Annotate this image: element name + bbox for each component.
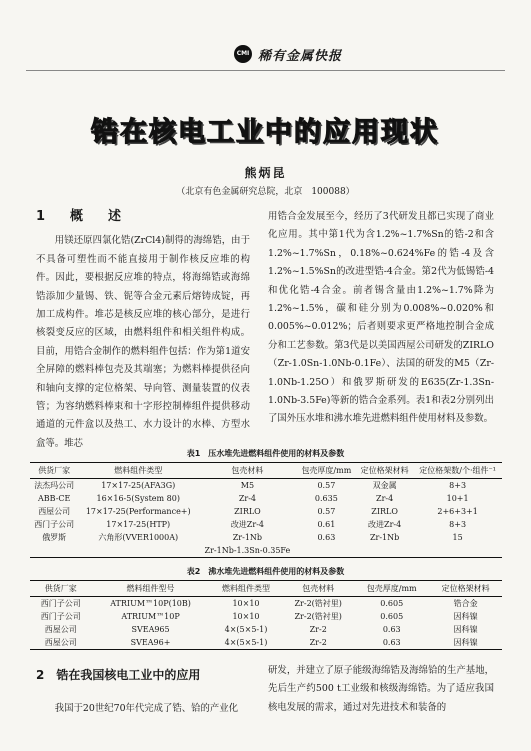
table-cell — [356, 544, 413, 558]
table-cell — [297, 544, 356, 558]
table-row — [30, 544, 502, 558]
author-affiliation: （北京有色金属研究总院，北京 100088） — [176, 187, 355, 197]
table1-header-cell: 燃料组件类型 — [78, 463, 198, 479]
table-cell: 8+3 — [449, 520, 467, 529]
table-cell: 0.63 — [354, 636, 429, 650]
section1-left-paragraph: 用镁还原四氯化锆(ZrCl4)制得的海绵锆，由于不具备可塑性而不能直接用于制作核反应堆的构件。因此，要根据反应堆的特点，将海绵锆或海绵锆添加少量锡、铁、铌等合金元素后熔铸成锭，再加工成构件。堆芯是核反应堆的核心部分，是进行核裂变反应的区域，由燃料组件和相关组件构成。目前，用锆合金制作的燃料组件包括：作为第1道安全屏障的燃料棒包壳及其端塞；为燃料棒提供径向和轴向支撑的定位格架、导向管、测量装置的仪表管；为容纳燃料棒束和十字形控制棒组件提供移动通道的元件盒以及热工、水力设计的水棒、方型水盒等。堆芯 — [36, 235, 250, 449]
table-cell: Zr-1Nb — [232, 533, 263, 542]
table-cell: 改进Zr-4 — [368, 520, 402, 529]
table-cell: Zr-1Nb — [369, 533, 400, 542]
table2-header-cell: 定位格架材料 — [429, 581, 502, 597]
table-cell: 因科镍 — [453, 612, 478, 621]
table-row — [30, 505, 502, 518]
table-cell: 4×(5×5-1) — [210, 636, 283, 650]
section2-right-column — [268, 662, 494, 717]
table-cell: SVEA96+ — [91, 636, 209, 650]
table-cell: 0.57 — [317, 507, 336, 516]
table-cell: Zr-1Nb-1.3Sn-0.35Fe — [198, 544, 297, 558]
table-cell: Zr-2(锆衬里) — [294, 599, 342, 608]
journal-name: 稀有金属快报 — [258, 48, 343, 64]
table-cell: M5 — [240, 481, 255, 490]
table-cell: 锆合金 — [453, 599, 478, 608]
table-cell: 西门子公司 — [40, 612, 81, 621]
table-row — [30, 623, 502, 636]
table-cell — [413, 544, 502, 558]
table2-header-cell: 燃料组件型号 — [91, 581, 209, 597]
table-cell: 4×(5×5-1) — [224, 625, 268, 634]
table-cell: ZIRLO — [234, 507, 261, 516]
table-cell: 10+1 — [446, 494, 469, 503]
table-row — [30, 479, 502, 493]
table-cell: 西屋公司 — [30, 636, 91, 650]
table-cell: 俄罗斯 — [42, 533, 67, 542]
title-banner — [90, 112, 440, 146]
left-column — [36, 208, 250, 453]
author-name: 熊炳昆 — [244, 166, 287, 180]
table-cell: 因科镍 — [453, 625, 478, 634]
table-cell: 10×10 — [232, 599, 260, 608]
section2-left-paragraph: 我国于20世纪70年代完成了锆、铪的产业化 — [54, 703, 239, 714]
section2-heading: 2 锆在我国核电工业中的应用 — [36, 668, 201, 682]
table-cell: 17×17-25(HTP) — [106, 520, 171, 529]
table-cell: SVEA965 — [131, 625, 170, 634]
table-cell: Zr-2 — [309, 625, 327, 634]
table-cell — [30, 544, 78, 558]
table-row — [30, 492, 502, 505]
table-cell: 西门子公司 — [34, 520, 75, 529]
table-cell: 2+6+3+1 — [437, 507, 478, 516]
table-cell: 西屋公司 — [38, 507, 71, 516]
table-cell: 西门子公司 — [40, 599, 81, 608]
table1-header-row — [30, 463, 502, 479]
header-rule — [26, 70, 505, 71]
table1-header-cell: 包壳材料 — [198, 463, 297, 479]
table-row — [30, 531, 502, 544]
table-cell: Zr-2 — [282, 636, 354, 650]
article-title: 锆在核电工业中的应用现状 — [91, 116, 439, 148]
section1-right-paragraph: 用锆合金发展至今，经历了3代研发且都已实现了商业化应用。其中第1代为含1.2%~1.7%Sn的锆-2和含1.2%~1.7%Sn，0.18%~0.624%Fe的锆-4及含1.2%~1.5%Sn的改进型锆-4合金。第2代为低锡锆-4和优化锆-4合金。前者锡含量由1.2%~1.7%降为1.2%~1.5%，碳和硅分别为0.008%~0.020%和0.005%~0.012%；后者则要求更严格地控制合金成分和工艺参数。第3代是以美国西屋公司研发的ZIRLO（Zr-1.0Sn-1.0Nb-0.1Fe）、法国的研发的M5（Zr-1.0Nb-1.25O）和俄罗斯研发的E635(Zr-1.3Sn-1.0Nb-3.5Fe)等新的锆合金系列。表1和表2分别列出了国外压水堆和沸水堆先进燃料组件使用材料及参数。 — [268, 211, 494, 425]
table2 — [30, 580, 502, 650]
table-cell: 0.63 — [382, 625, 401, 634]
table-cell: 0.605 — [380, 612, 404, 621]
table-cell: 17×17-25(Performance+) — [85, 507, 191, 516]
right-column — [268, 208, 494, 429]
table1-header-cell: 定位格架数/个·组件⁻¹ — [413, 463, 502, 479]
table-cell: ATRIUM™10P — [121, 612, 180, 621]
section2-left-column — [36, 700, 250, 718]
table2-header-cell: 包壳厚度/mm — [354, 581, 429, 597]
table-cell: ATRIUM™10P(10B) — [110, 599, 191, 608]
table-row — [30, 597, 502, 611]
table-cell: Zr-4 — [238, 494, 256, 503]
table1-header-cell: 定位格架材料 — [356, 463, 413, 479]
table-cell: 17×17-25(AFA3G) — [101, 481, 176, 490]
journal-header — [234, 42, 342, 66]
table2-header-cell: 燃料组件类型 — [210, 581, 283, 597]
table-cell: Zr-4 — [376, 494, 394, 503]
journal-logo-icon: CMI — [234, 45, 252, 63]
table-cell: 双金属 — [372, 481, 397, 490]
table-cell — [78, 544, 198, 558]
table2-header-row — [30, 581, 502, 597]
table-row — [30, 518, 502, 531]
table-cell: 8+3 — [449, 481, 467, 490]
section1-heading: 1 概 述 — [36, 209, 128, 224]
table-cell: 0.63 — [317, 533, 336, 542]
table-cell: 16×16-5(System 80) — [96, 494, 180, 503]
table-cell: Zr-2(锆衬里) — [294, 612, 342, 621]
table-cell: 15 — [452, 533, 463, 542]
table-cell: 因科镍 — [429, 636, 502, 650]
table1 — [30, 462, 502, 558]
table-cell: 10×10 — [232, 612, 260, 621]
table-row — [30, 610, 502, 623]
table-cell: ZIRLO — [371, 507, 398, 516]
table-cell: 法杰玛公司 — [34, 481, 75, 490]
table1-header-cell: 包壳厚度/mm — [297, 463, 356, 479]
table2-header-cell: 包壳材料 — [282, 581, 354, 597]
table2-caption: 表2 沸水堆先进燃料组件使用的材料及参数 — [186, 567, 345, 576]
table1-caption: 表1 压水堆先进燃料组件使用的材料及参数 — [186, 449, 345, 458]
table1-header-cell: 供货厂家 — [30, 463, 78, 479]
section2-right-paragraph: 研发，并建立了原子能级海绵锆及海绵铪的生产基地，先后生产约500 t工业级和核级海绵锆。为了适应我国核电发展的需求，通过对先进技术和装备的 — [268, 665, 494, 713]
table-cell: ABB-CE — [38, 494, 71, 503]
table-cell: 0.57 — [317, 481, 336, 490]
table-cell: 0.605 — [380, 599, 404, 608]
table-cell: 六角形(VVER1000A) — [98, 533, 179, 542]
table2-header-cell: 供货厂家 — [30, 581, 91, 597]
table-cell: 西屋公司 — [44, 625, 77, 634]
table-cell: 0.61 — [317, 520, 336, 529]
table-row — [30, 636, 502, 650]
table-cell: 0.635 — [314, 494, 338, 503]
table-cell: 改进Zr-4 — [230, 520, 264, 529]
